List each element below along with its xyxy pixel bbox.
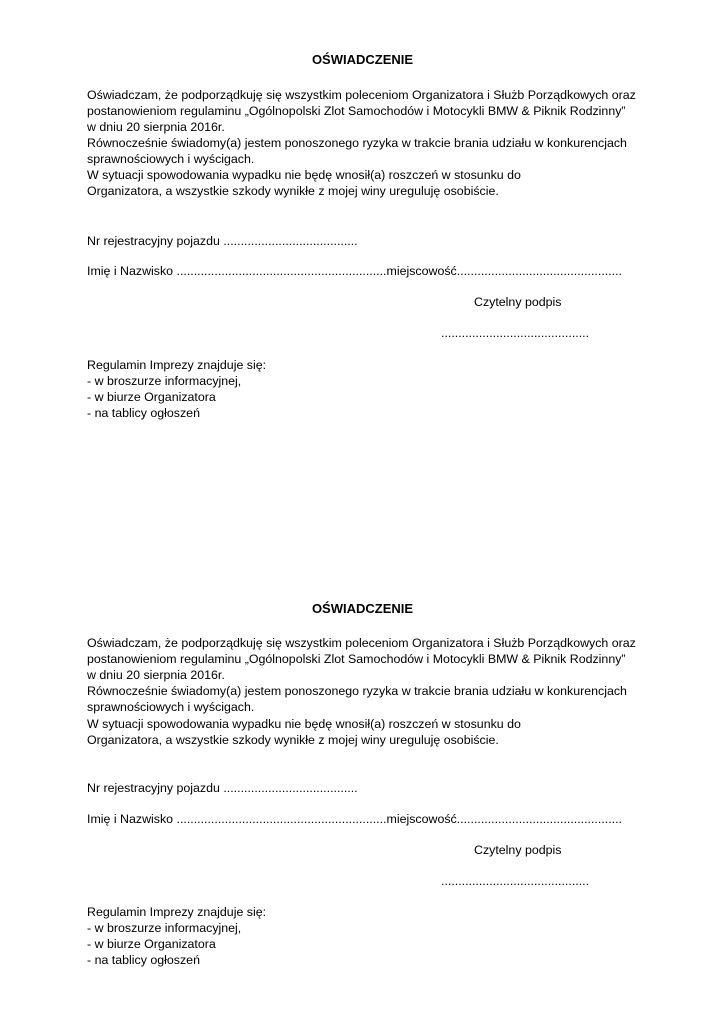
info-line: - na tablicy ogłoszeń [87,406,200,420]
body-line: Oświadczam, że podporządkuję się wszystkim poleceniom Organizatora i Służb Porządkowych oraz [87,636,636,650]
body-line: w dniu 20 sierpnia 2016r. [87,668,225,682]
info-line: - w broszurze informacyjnej, [87,921,242,935]
body-line: w dniu 20 sierpnia 2016r. [87,120,225,134]
body-line: Oświadczam, że podporządkuję się wszystkim poleceniom Organizatora i Służb Porządkowych oraz [87,88,636,102]
info-line: Regulamin Imprezy znajduje się: [87,905,267,919]
signature-label: Czytelny podpis [474,843,562,857]
body-line: sprawnościowych i wyścigach. [87,152,255,166]
body-line: Równocześnie świadomy(a) jestem ponoszonego ryzyka w trakcie brania udziału w konkurencjach [87,684,627,698]
body-line: Organizatora, a wszystkie szkody wynikłe z mojej winy ureguluję osobiście. [87,184,499,198]
info-line: - w broszurze informacyjnej, [87,374,242,388]
info-line: Regulamin Imprezy znajduje się: [87,358,267,372]
body-line: Równocześnie świadomy(a) jestem ponoszonego ryzyka w trakcie brania udziału w konkurencjach [87,136,627,150]
info-line: - w biurze Organizatora [87,390,216,404]
info-line: - na tablicy ogłoszeń [87,953,200,967]
body-line: W sytuacji spowodowania wypadku nie będę wnosił(a) roszczeń w stosunku do [87,717,521,731]
body-line: Organizatora, a wszystkie szkody wynikłe z mojej winy ureguluję osobiście. [87,733,499,747]
signature-line: ........................................... [441,874,590,888]
form-title: OŚWIADCZENIE [311,601,414,616]
info-line: - w biurze Organizatora [87,937,216,951]
form-title: OŚWIADCZENIE [311,52,414,67]
body-line: postanowieniom regulaminu „Ogólnopolski Zlot Samochodów i Motocykli BMW & Piknik Rodzinny” [87,652,626,666]
name-and-place-field: Imię i Nazwisko .............................................................miejscowość................................................ [87,812,622,826]
body-line: W sytuacji spowodowania wypadku nie będę wnosił(a) roszczeń w stosunku do [87,168,521,182]
body-line: sprawnościowych i wyścigach. [87,700,255,714]
signature-label: Czytelny podpis [474,295,562,309]
name-and-place-field: Imię i Nazwisko .............................................................miejscowość................................................ [87,264,622,278]
registration-number-field: Nr rejestracyjny pojazdu ....................................... [87,781,358,795]
registration-number-field: Nr rejestracyjny pojazdu ....................................... [87,234,358,248]
signature-line: ........................................... [441,326,590,340]
body-line: postanowieniom regulaminu „Ogólnopolski Zlot Samochodów i Motocykli BMW & Piknik Rodzinny” [87,104,626,118]
